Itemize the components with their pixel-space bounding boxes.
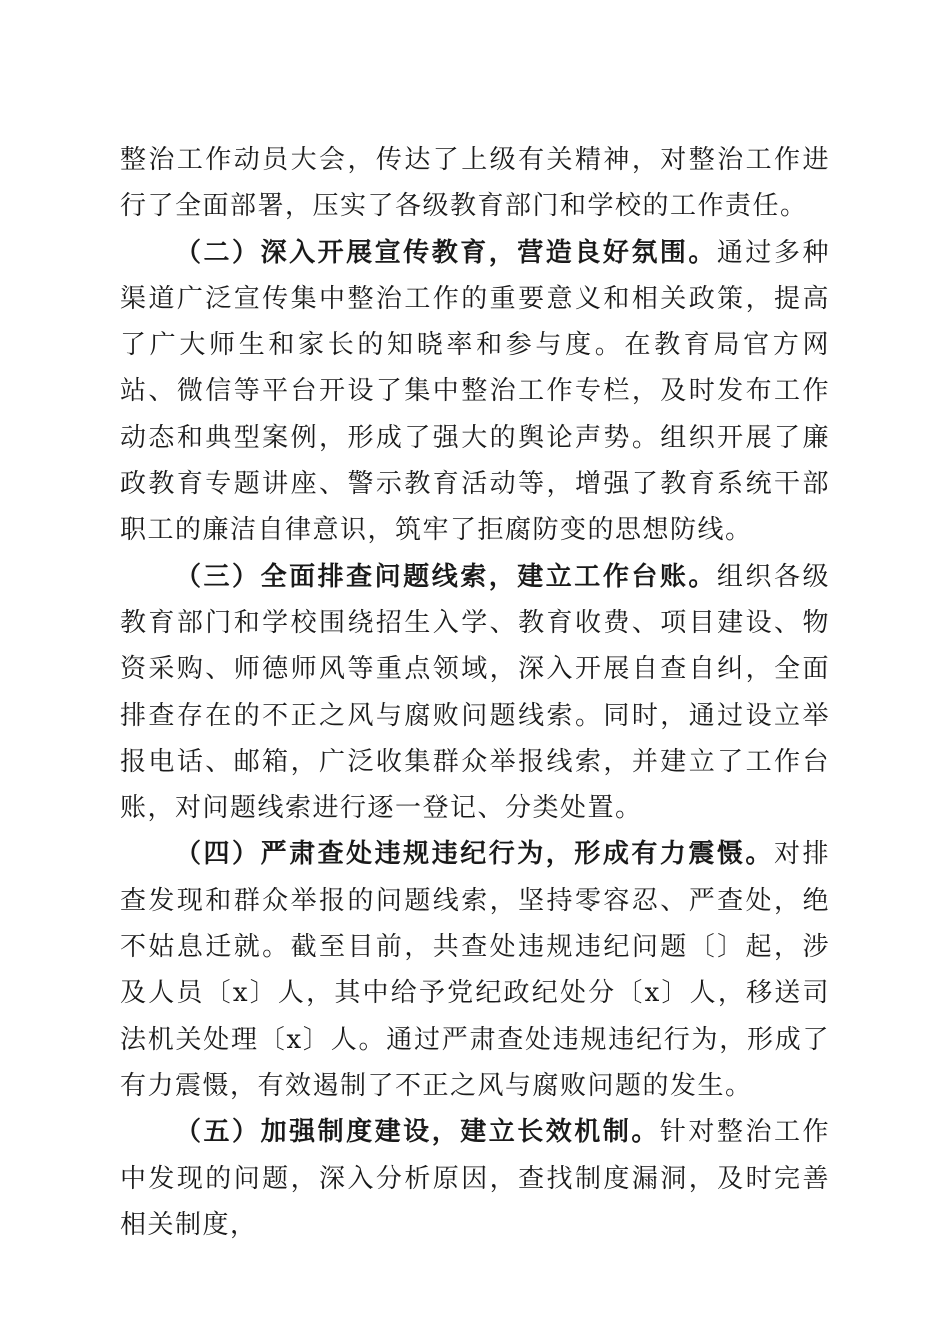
paragraph-text: 对排查发现和群众举报的问题线索，坚持零容忍、严查处，绝不姑息迁就。截至目前，共查处违规违纪问题〔〕起，涉及人员〔x〕人，其中给予党纪政纪处分〔x〕人，移送司法机关处理〔x〕人。通过严肃查处违规违纪行为，形成了有力震慑，有效遏制了不正之风与腐败问题的发生。 xyxy=(120,839,830,1101)
section-heading: （二）深入开展宣传教育，营造良好氛围。 xyxy=(175,237,717,268)
section-heading: （四）严肃查处违规违纪行为，形成有力震慑。 xyxy=(175,839,774,870)
section-heading: （五）加强制度建设，建立长效机制。 xyxy=(175,1117,660,1148)
section-heading: （三）全面排查问题线索，建立工作台账。 xyxy=(175,561,717,592)
document-page xyxy=(120,137,830,1248)
paragraph-text: 整治工作动员大会，传达了上级有关精神，对整治工作进行了全面部署，压实了各级教育部门和学校的工作责任。 xyxy=(120,145,830,222)
paragraph-section-4 xyxy=(120,831,830,1109)
paragraph-text: 通过多种渠道广泛宣传集中整治工作的重要意义和相关政策，提高了广大师生和家长的知晓率和参与度。在教育局官方网站、微信等平台开设了集中整治工作专栏，及时发布工作动态和典型案例，形成了强大的舆论声势。组织开展了廉政教育专题讲座、警示教育活动等，增强了教育系统干部职工的廉洁自律意识，筑牢了拒腐防变的思想防线。 xyxy=(120,237,830,546)
paragraph-continuation xyxy=(120,137,830,230)
paragraph-section-2 xyxy=(120,230,830,554)
paragraph-section-3 xyxy=(120,554,830,832)
paragraph-text: 针对整治工作中发现的问题，深入分析原因，查找制度漏洞，及时完善相关制度， xyxy=(120,1117,830,1240)
paragraph-text: 组织各级教育部门和学校围绕招生入学、教育收费、项目建设、物资采购、师德师风等重点领域，深入开展自查自纠，全面排查存在的不正之风与腐败问题线索。同时，通过设立举报电话、邮箱，广泛收集群众举报线索，并建立了工作台账，对问题线索进行逐一登记、分类处置。 xyxy=(120,561,830,824)
paragraph-section-5 xyxy=(120,1109,830,1248)
